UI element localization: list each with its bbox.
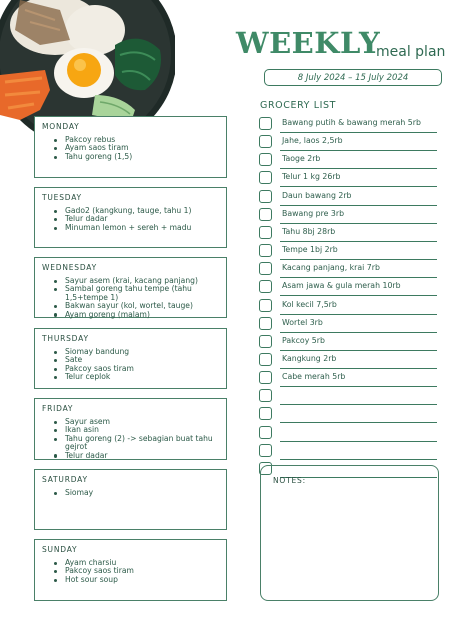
meal-item: Sate	[53, 356, 223, 364]
grocery-checkbox[interactable]	[259, 444, 272, 457]
grocery-item-text: Jahe, laos 2,5rb	[282, 136, 343, 146]
grocery-line	[280, 205, 437, 206]
title-meal-plan: meal plan	[376, 44, 446, 60]
grocery-checkbox[interactable]	[259, 135, 272, 148]
day-box-wednesday	[34, 257, 227, 318]
day-title: TUESDAY	[42, 193, 82, 202]
grocery-item-text: Kacang panjang, krai 7rb	[282, 263, 380, 273]
grocery-line	[280, 223, 437, 224]
meal-list	[53, 277, 223, 319]
grocery-checkbox[interactable]	[259, 244, 272, 257]
grocery-line	[280, 277, 437, 278]
day-box-friday	[34, 398, 227, 460]
grocery-list-title: GROCERY LIST	[260, 100, 337, 111]
grocery-item	[259, 135, 437, 151]
grocery-line	[280, 186, 437, 187]
meal-list	[53, 489, 223, 497]
meal-item: Telur dadar	[53, 215, 223, 223]
grocery-checkbox[interactable]	[259, 280, 272, 293]
grocery-checkbox[interactable]	[259, 371, 272, 384]
grocery-line	[280, 259, 437, 260]
grocery-item-text: Asam jawa & gula merah 10rb	[282, 281, 401, 291]
grocery-line	[280, 332, 437, 333]
grocery-item-text: Kangkung 2rb	[282, 353, 337, 363]
grocery-line	[280, 168, 437, 169]
grocery-line	[280, 441, 437, 442]
grocery-line	[280, 422, 437, 423]
grocery-line	[280, 404, 437, 405]
meal-item: Minuman lemon + sereh + madu	[53, 224, 223, 232]
day-title: MONDAY	[42, 122, 80, 131]
grocery-item	[259, 407, 437, 423]
grocery-checkbox[interactable]	[259, 153, 272, 166]
day-title: SATURDAY	[42, 475, 88, 484]
grocery-checkbox[interactable]	[259, 208, 272, 221]
title-weekly: WEEKLY	[236, 26, 381, 60]
meal-item: Gado2 (kangkung, tauge, tahu 1)	[53, 207, 223, 215]
grocery-item	[259, 299, 437, 315]
meal-item: Ayam saos tiram	[53, 144, 223, 152]
grocery-item	[259, 190, 437, 206]
grocery-checkbox[interactable]	[259, 335, 272, 348]
grocery-item-text: Telur 1 kg 26rb	[282, 172, 341, 182]
grocery-line	[280, 295, 437, 296]
grocery-checkbox[interactable]	[259, 407, 272, 420]
meal-item: Ayam goreng (malam)	[53, 311, 223, 319]
meal-item: Bakwan sayur (kol, wortel, tauge)	[53, 302, 223, 310]
meal-item: Tahu goreng (1,5)	[53, 153, 223, 161]
meal-list	[53, 136, 223, 161]
grocery-checkbox[interactable]	[259, 262, 272, 275]
day-box-saturday	[34, 469, 227, 530]
notes-box[interactable]	[260, 465, 439, 601]
grocery-line	[280, 350, 437, 351]
grocery-checkbox[interactable]	[259, 426, 272, 439]
day-title: SUNDAY	[42, 545, 78, 554]
meal-item: Sayur asem (krai, kacang panjang)	[53, 277, 223, 285]
day-box-tuesday	[34, 187, 227, 248]
meal-item: Siomay	[53, 489, 223, 497]
notes-label: NOTES:	[273, 476, 306, 485]
grocery-line	[280, 150, 437, 151]
grocery-item-text: Tempe 1bj 2rb	[282, 245, 338, 255]
date-range: 8 July 2024 – 15 July 2024	[264, 69, 442, 86]
meal-item: Telur ceplok	[53, 373, 223, 381]
meal-item: Hot sour soup	[53, 576, 223, 584]
grocery-item-text: Bawang pre 3rb	[282, 208, 345, 218]
grocery-item	[259, 317, 437, 333]
grocery-item	[259, 117, 437, 133]
grocery-checkbox[interactable]	[259, 299, 272, 312]
meal-item: Pakcoy saos tiram	[53, 567, 223, 575]
grocery-checkbox[interactable]	[259, 226, 272, 239]
grocery-item-text: Taoge 2rb	[282, 154, 321, 164]
grocery-item-text: Wortel 3rb	[282, 317, 323, 327]
meal-item: Pakcoy rebus	[53, 136, 223, 144]
meal-item: Tahu goreng (2) -> sebagian buat tahu gejrot	[53, 435, 223, 452]
grocery-item-text: Cabe merah 5rb	[282, 372, 346, 382]
grocery-line	[280, 459, 437, 460]
grocery-item	[259, 153, 437, 169]
grocery-checkbox[interactable]	[259, 117, 272, 130]
meal-item: Ayam charsiu	[53, 559, 223, 567]
meal-item: Ikan asin	[53, 426, 223, 434]
grocery-item	[259, 353, 437, 369]
grocery-line	[280, 132, 437, 133]
grocery-line	[280, 368, 437, 369]
grocery-item	[259, 371, 437, 387]
grocery-line	[280, 241, 437, 242]
meal-item: Siomay bandung	[53, 348, 223, 356]
grocery-checkbox[interactable]	[259, 353, 272, 366]
day-box-thursday	[34, 328, 227, 389]
grocery-item-text: Daun bawang 2rb	[282, 190, 352, 200]
grocery-line	[280, 386, 437, 387]
meal-list	[53, 348, 223, 382]
grocery-item-text: Pakcoy 5rb	[282, 335, 325, 345]
grocery-checkbox[interactable]	[259, 171, 272, 184]
grocery-item	[259, 208, 437, 224]
meal-list	[53, 559, 223, 584]
day-title: WEDNESDAY	[42, 263, 98, 272]
grocery-item	[259, 280, 437, 296]
grocery-item	[259, 226, 437, 242]
grocery-item-text: Kol kecil 7,5rb	[282, 299, 337, 309]
grocery-line	[280, 314, 437, 315]
grocery-checkbox[interactable]	[259, 190, 272, 203]
meal-list	[53, 418, 223, 460]
grocery-item	[259, 444, 437, 460]
grocery-item	[259, 171, 437, 187]
grocery-item	[259, 262, 437, 278]
meal-item: Telur dadar	[53, 452, 223, 460]
grocery-item	[259, 426, 437, 442]
meal-item: Pakcoy saos tiram	[53, 365, 223, 373]
meal-item: Sambal goreng tahu tempe (tahu 1,5+tempe 1)	[53, 285, 223, 302]
grocery-item-text: Bawang putih & bawang merah 5rb	[282, 118, 421, 127]
day-title: FRIDAY	[42, 404, 74, 413]
grocery-item	[259, 244, 437, 260]
meal-item: Sayur asem	[53, 418, 223, 426]
day-title: THURSDAY	[42, 334, 89, 343]
grocery-item	[259, 335, 437, 351]
grocery-checkbox[interactable]	[259, 317, 272, 330]
grocery-item	[259, 389, 437, 405]
meal-list	[53, 207, 223, 232]
grocery-checkbox[interactable]	[259, 389, 272, 402]
day-box-monday	[34, 116, 227, 178]
day-box-sunday	[34, 539, 227, 601]
grocery-item-text: Tahu 8bj 28rb	[282, 226, 336, 236]
